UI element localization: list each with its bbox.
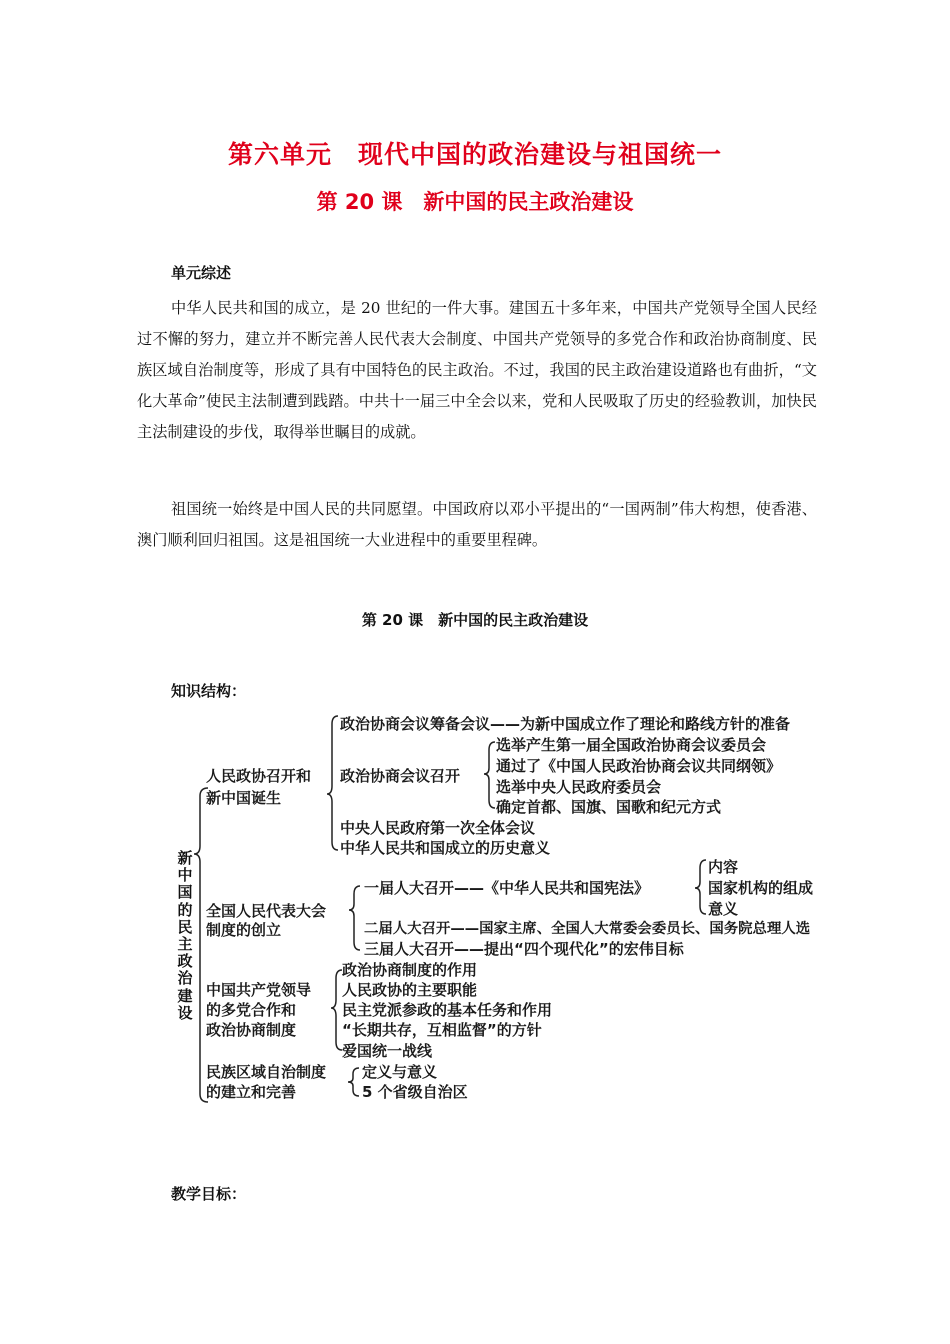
overview-paragraph-2: 祖国统一始终是中国人民的共同愿望。中国政府以邓小平提出的“一国两制”伟大构想，使香港、澳门顺利回归祖国。这是祖国统一大业进程中的重要里程碑。: [137, 500, 817, 549]
branch2-label-line1: 全国人民代表大会: [206, 902, 327, 920]
branch2-item1-bracket: [695, 860, 706, 914]
branch1-item2-bracket: [484, 742, 495, 808]
branch2-label-line2: 制度的创立: [206, 921, 282, 939]
branch2-bracket: [349, 886, 360, 950]
lesson-title: 第 20 课 新中国的民主政治建设: [316, 190, 634, 214]
section-heading: 第 20 课 新中国的民主政治建设: [361, 611, 589, 629]
branch2-item1-child: 内容: [708, 858, 739, 876]
branch3-label-line1: 中国共产党领导: [206, 981, 312, 999]
overview-heading: 单元综述: [171, 264, 232, 282]
branch1-item2-child: 选举产生第一届全国政治协商会议委员会: [496, 736, 767, 754]
structure-heading: 知识结构：: [171, 682, 247, 700]
branch2-item1-child: 意义: [708, 900, 739, 918]
branch3-label-line2: 的多党合作和: [206, 1001, 297, 1019]
unit-title: 第六单元 现代中国的政治建设与祖国统一: [227, 140, 722, 169]
branch1-item2-child: 通过了《中国人民政治协商会议共同纲领》: [496, 757, 782, 775]
branch1-item3: 中央人民政府第一次全体会议: [340, 819, 536, 837]
root-bracket: [194, 788, 208, 1102]
branch3-item: 爱国统一战线: [342, 1042, 433, 1060]
branch2-item1: 一届人大召开——《中华人民共和国宪法》: [364, 879, 650, 897]
branch2-item1-child: 国家机构的组成: [708, 879, 814, 897]
branch1-label-line2: 新中国诞生: [206, 789, 282, 807]
branch3-item: 政治协商制度的作用: [342, 961, 478, 979]
branch3-item: 人民政协的主要职能: [342, 981, 478, 999]
branch1-item4: 中华人民共和国成立的历史意义: [340, 839, 551, 857]
branch4-bracket: [348, 1068, 359, 1096]
branch1-item1: 政治协商会议筹备会议——为新中国成立作了理论和路线方针的准备: [340, 715, 791, 733]
branch2-item2: 二届人大召开——国家主席、全国人大常委会委员长、国务院总理人选: [364, 921, 811, 937]
goals-heading: 教学目标：: [171, 1185, 247, 1203]
branch4-item: 5 个省级自治区: [362, 1083, 468, 1101]
branch4-label-line2: 的建立和完善: [206, 1083, 297, 1101]
diagram-root-label: 新中国的民主政治建设: [177, 849, 193, 1022]
branch1-bracket: [327, 716, 338, 850]
overview-paragraph-1: 中华人民共和国的成立，是 20 世纪的一件大事。建国五十多年来，中国共产党领导全国人民经过不懈的努力，建立并不断完善人民代表大会制度、中国共产党领导的多党合作和政治协商制度、民族区域自治制度等，形成了具有中国特色的民主政治。不过，我国的民主政治建设道路也有曲折，“文化大革命”使民主法制遭到践踏。中共十一届三中全会以来，党和人民吸取了历史的经验教训，加快民主法制建设的步伐，取得举世瞩目的成就。: [137, 299, 817, 441]
branch1-item2-child: 选举中央人民政府委员会: [496, 778, 662, 796]
branch3-item: 民主党派参政的基本任务和作用: [342, 1001, 553, 1019]
branch1-label-line1: 人民政协召开和: [206, 767, 312, 785]
branch4-label-line1: 民族区域自治制度: [206, 1063, 327, 1081]
branch2-item3: 三届人大召开——提出“四个现代化”的宏伟目标: [364, 940, 684, 958]
branch3-item: “长期共存，互相监督”的方针: [342, 1021, 542, 1039]
branch1-item2: 政治协商会议召开: [340, 767, 461, 785]
branch3-label-line3: 政治协商制度: [206, 1021, 297, 1039]
knowledge-structure-diagram: [172, 708, 912, 1108]
branch3-bracket: [331, 970, 342, 1050]
branch1-item2-child: 确定首都、国旗、国歌和纪元方式: [496, 798, 722, 816]
branch4-item: 定义与意义: [362, 1063, 438, 1081]
